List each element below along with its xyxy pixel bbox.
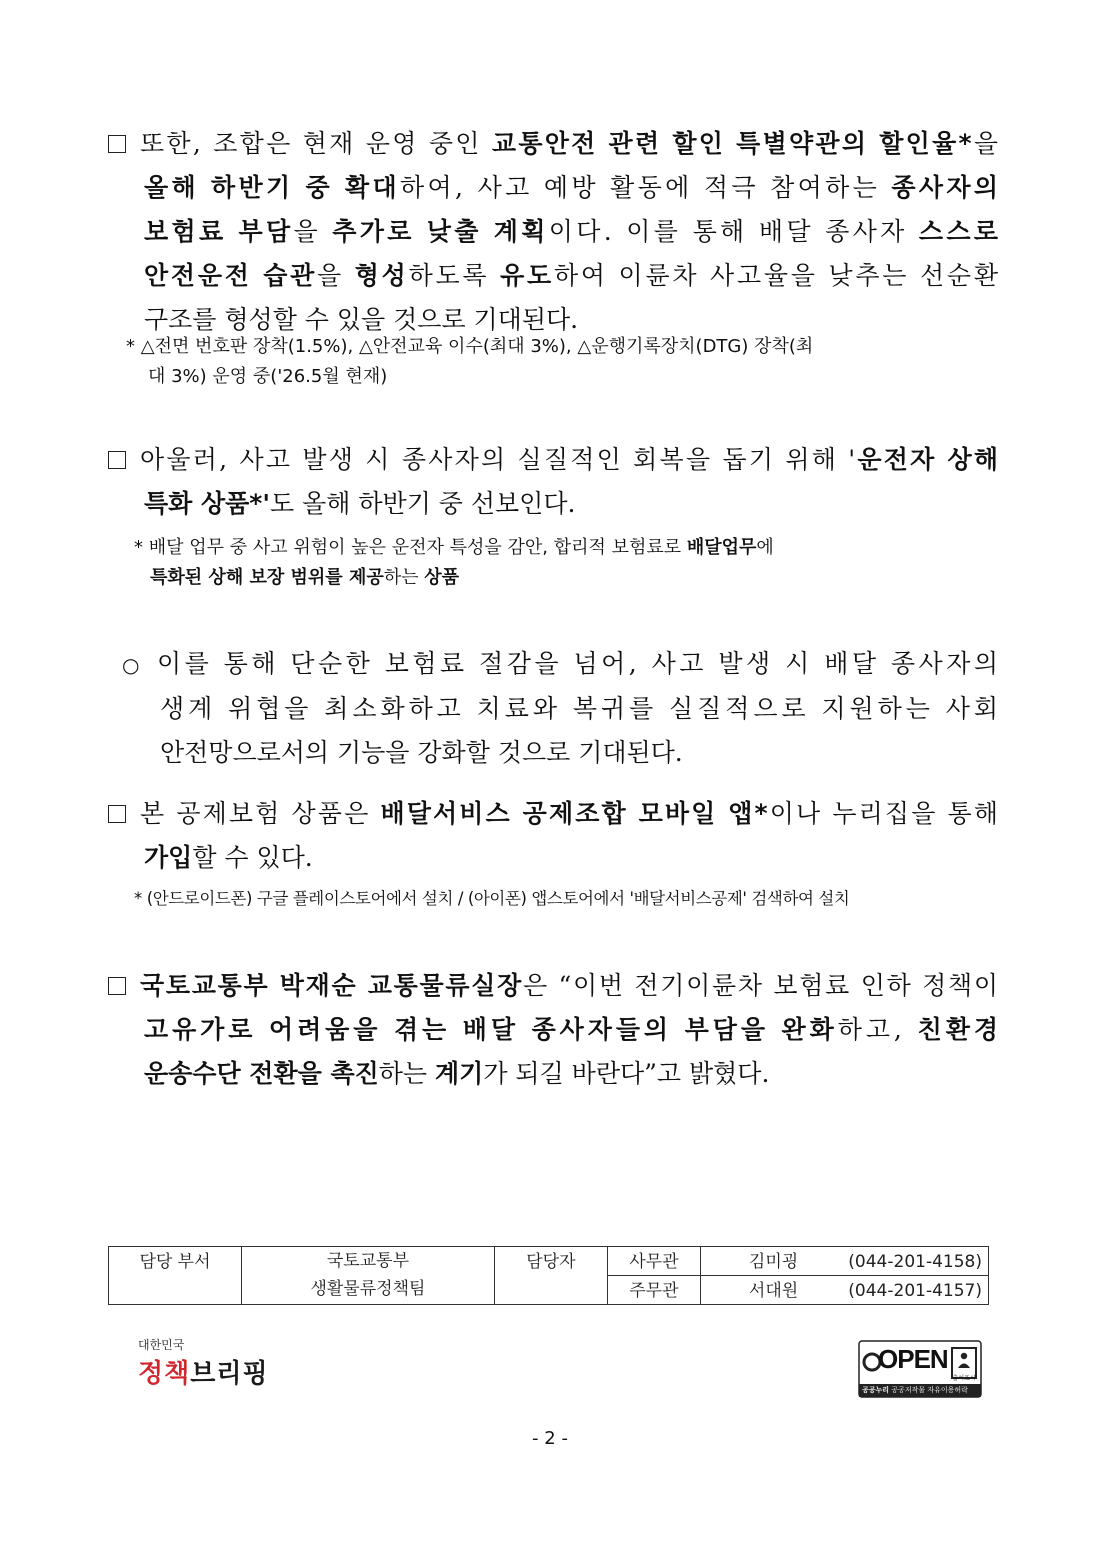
kogl-open-logo	[858, 1340, 982, 1398]
paragraph-4	[108, 792, 1001, 880]
logo-title-black: 브리핑	[190, 1359, 269, 1389]
text: 본 공제보험 상품은	[140, 799, 381, 828]
footnote-2	[134, 533, 774, 593]
person-label-cell	[494, 1247, 607, 1305]
text: 생계 위협을 최소화하고 치료와 복귀를 실질적으로 지원하는 사회	[160, 694, 1002, 723]
bold-text: 형성	[354, 261, 409, 290]
text: 을	[973, 129, 1001, 158]
circle-bullet-icon: ○	[122, 653, 143, 677]
text: 이를 통해 단순한 보험료 절감을 넘어, 사고 발생 시 배달 종사자의	[156, 649, 1002, 678]
bold-text: 특화된 상해 보장 범위를 제공	[150, 567, 384, 588]
checkbox-bullet-icon	[108, 805, 126, 823]
kogl-caption	[862, 1385, 978, 1395]
checkbox-bullet-icon	[108, 977, 126, 995]
logo-title	[138, 1353, 288, 1390]
paragraph-5	[108, 964, 1002, 1096]
logo-subtitle: 대한민국	[138, 1338, 185, 1352]
text: 은 “이번 전기이륜차 보험료 인하 정책이	[523, 971, 1000, 1000]
page-number: - 2 -	[532, 1428, 568, 1449]
text: 하여 이륜차 사고율을 낮추는 선순환	[553, 261, 1001, 290]
text: 을	[293, 217, 333, 246]
bold-text: 보험료 부담	[144, 217, 294, 246]
dept-name: 국토교통부	[326, 1251, 409, 1271]
text: 하는	[378, 1059, 436, 1088]
contact-name: 김미굉	[748, 1252, 799, 1272]
dept-name-cell	[241, 1247, 494, 1305]
text: 또한, 조합은 현재 운영 중인	[140, 129, 492, 158]
bold-text: 배달업무	[686, 537, 757, 558]
footnote-1	[126, 332, 813, 392]
bold-text: 국토교통부 박재순 교통물류실장	[140, 971, 523, 1000]
bold-text: 고유가로 어려움을 겪는 배달 종사자들의 부담을 완화	[144, 1015, 838, 1044]
bold-text: 가입	[144, 843, 193, 872]
footnote-line: * △전면 번호판 장착(1.5%), △안전교육 이수(최대 3%), △운행기록장치(DTG) 장착(최	[126, 336, 814, 357]
checkbox-bullet-icon	[108, 135, 126, 153]
footnote-3	[134, 884, 849, 914]
text: 하여, 사고 예방 활동에 적극 참여하는	[400, 173, 892, 202]
contact-title	[607, 1276, 700, 1305]
contact-phone: (044-201-4157)	[848, 1281, 982, 1301]
text: 아울러, 사고 발생 시 종사자의 실질적인 회복을 돕기 위해 '	[140, 445, 858, 474]
bold-text: 안전운전 습관	[144, 261, 318, 290]
open-text: OPEN	[878, 1344, 948, 1374]
bold-text: 특화 상품*'	[144, 489, 271, 518]
bold-text: 친환경	[917, 1015, 1002, 1044]
policy-briefing-logo	[138, 1336, 288, 1392]
contact-title	[607, 1247, 700, 1276]
text: 하고,	[837, 1015, 918, 1044]
bold-text: 스스로	[918, 217, 1002, 246]
bold-text: 유도	[500, 261, 554, 290]
contact-title-text: 주무관	[629, 1281, 679, 1301]
text: 이나 누리집을 통해	[769, 799, 1001, 828]
text: 할 수 있다.	[192, 843, 313, 872]
paragraph-2	[108, 438, 1001, 526]
attribution-badge: 출처표시	[952, 1375, 976, 1382]
text: 하는	[383, 567, 425, 588]
dept-label-cell	[109, 1247, 242, 1305]
kogl-license: 공공저작물 자유이용허락	[891, 1386, 968, 1394]
bold-text: 종사자의	[891, 173, 1002, 202]
text: 에	[756, 537, 774, 558]
person-label: 담당자	[526, 1252, 576, 1272]
contact-phone: (044-201-4158)	[848, 1252, 982, 1272]
bold-text: 상품	[424, 567, 460, 588]
team-name: 생활물류정책팀	[310, 1279, 426, 1299]
bold-text: 교통안전 관련 할인 특별약관의 할인율*	[491, 129, 974, 158]
text: 을	[317, 261, 355, 290]
contact-name: 서대원	[748, 1281, 799, 1301]
footnote-line	[134, 563, 774, 593]
footnote-line: 대 3%) 운영 중('26.5월 현재)	[148, 366, 388, 387]
text: 이다. 이를 통해 배달 종사자	[548, 217, 919, 246]
paragraph-3	[122, 642, 1002, 775]
footnote-line: * (안드로이드폰) 구글 플레이스토어에서 설치 / (아이폰) 앱스토어에서 '배달서비스공제' 검색하여 설치	[134, 889, 850, 908]
text: 구조를 형성할 수 있을 것으로 기대된다.	[144, 305, 579, 334]
contact-table	[108, 1246, 989, 1305]
text: * 배달 업무 중 사고 위험이 높은 운전자 특성을 감안, 합리적 보험료로	[134, 537, 687, 558]
bold-text: 올해 하반기 중 확대	[144, 173, 401, 202]
text: 하도록	[408, 261, 501, 290]
checkbox-bullet-icon	[108, 451, 126, 469]
dept-label: 담당 부서	[139, 1252, 211, 1272]
paragraph-1	[108, 122, 1002, 342]
contact-detail	[700, 1247, 988, 1276]
text: 가 되길 바란다”고 밝혔다.	[483, 1059, 770, 1088]
contact-title-text: 사무관	[629, 1252, 679, 1272]
text: 안전망으로서의 기능을 강화할 것으로 기대된다.	[160, 738, 683, 767]
bold-text: 추가로 낮출 계획	[332, 217, 549, 246]
bold-text: 운송수단 전환을 촉진	[144, 1059, 379, 1088]
bold-text: 계기	[435, 1059, 484, 1088]
text: 도 올해 하반기 중 선보인다.	[270, 489, 576, 518]
person-icon	[961, 1353, 967, 1359]
bold-text: 운전자 상해	[857, 445, 1001, 474]
footnote-line	[134, 533, 774, 563]
kogl-name: 공공누리	[862, 1386, 890, 1394]
logo-title-red: 정책	[138, 1359, 191, 1389]
bold-text: 배달서비스 공제조합 모바일 앱*	[380, 799, 770, 828]
contact-detail	[700, 1276, 988, 1305]
